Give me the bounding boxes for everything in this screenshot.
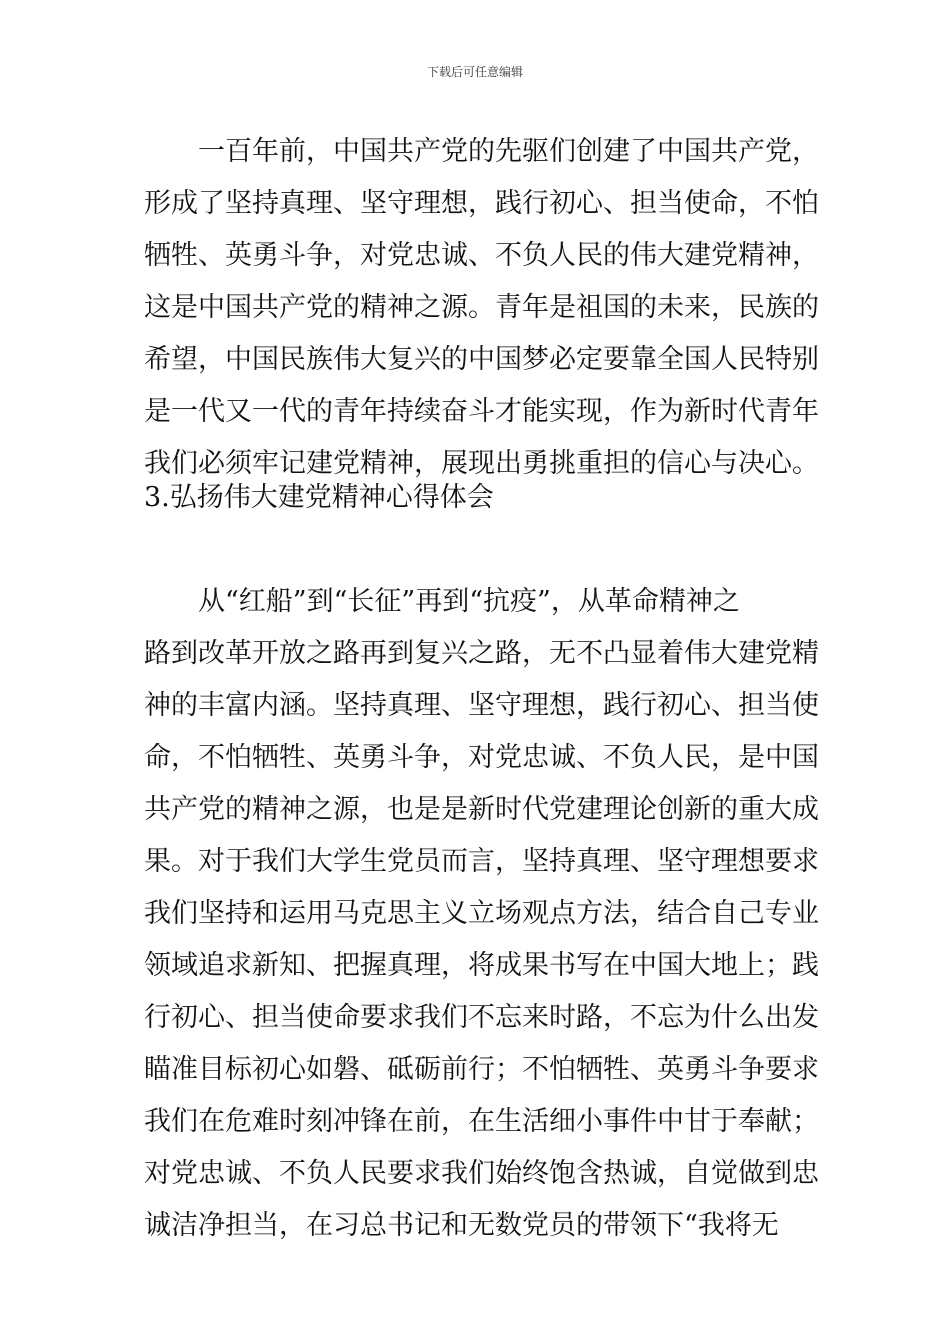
paragraph-line: 一百年前，中国共产党的先驱们创建了中国共产党，	[198, 136, 819, 167]
page-header: 下载后可任意编辑	[426, 65, 523, 79]
paragraph-line: 从“红船”到“长征”再到“抗疫”，从革命精神之	[198, 586, 740, 617]
paragraph-line: 我们坚持和运用马克思主义立场观点方法，结合自己专业	[144, 898, 819, 929]
paragraph-line: 瞄准目标初心如磐、砥砺前行；不怕牺牲、英勇斗争要求	[144, 1054, 819, 1085]
paragraph-line: 路到改革开放之路再到复兴之路，无不凸显着伟大建党精	[144, 638, 819, 669]
paragraph-line: 行初心、担当使命要求我们不忘来时路，不忘为什么出发	[144, 1002, 819, 1033]
section-heading: 3.弘扬伟大建党精神心得体会	[144, 482, 494, 513]
paragraph-line: 命，不怕牺牲、英勇斗争，对党忠诚、不负人民，是中国	[144, 742, 819, 773]
paragraph-line: 我们在危难时刻冲锋在前，在生活细小事件中甘于奉献；	[144, 1106, 819, 1137]
paragraph-line: 希望，中国民族伟大复兴的中国梦必定要靠全国人民特别	[144, 344, 819, 375]
paragraph-line: 对党忠诚、不负人民要求我们始终饱含热诚，自觉做到忠	[144, 1158, 819, 1189]
paragraph-line: 神的丰富内涵。坚持真理、坚守理想，践行初心、担当使	[144, 690, 819, 721]
paragraph-line: 形成了坚持真理、坚守理想，践行初心、担当使命，不怕	[144, 188, 819, 219]
paragraph-line: 是一代又一代的青年持续奋斗才能实现，作为新时代青年	[144, 396, 819, 427]
paragraph-line: 领域追求新知、把握真理，将成果书写在中国大地上；践	[144, 950, 819, 981]
paragraph-line: 果。对于我们大学生党员而言，坚持真理、坚守理想要求	[144, 846, 819, 877]
paragraph-line: 我们必须牢记建党精神，展现出勇挑重担的信心与决心。	[144, 448, 819, 479]
paragraph-line: 这是中国共产党的精神之源。青年是祖国的未来，民族的	[144, 292, 819, 323]
paragraph-line: 共产党的精神之源，也是是新时代党建理论创新的重大成	[144, 794, 819, 825]
paragraph-line: 诚洁净担当，在习总书记和无数党员的带领下“我将无	[144, 1210, 779, 1241]
paragraph-line: 牺牲、英勇斗争，对党忠诚、不负人民的伟大建党精神，	[144, 240, 819, 271]
